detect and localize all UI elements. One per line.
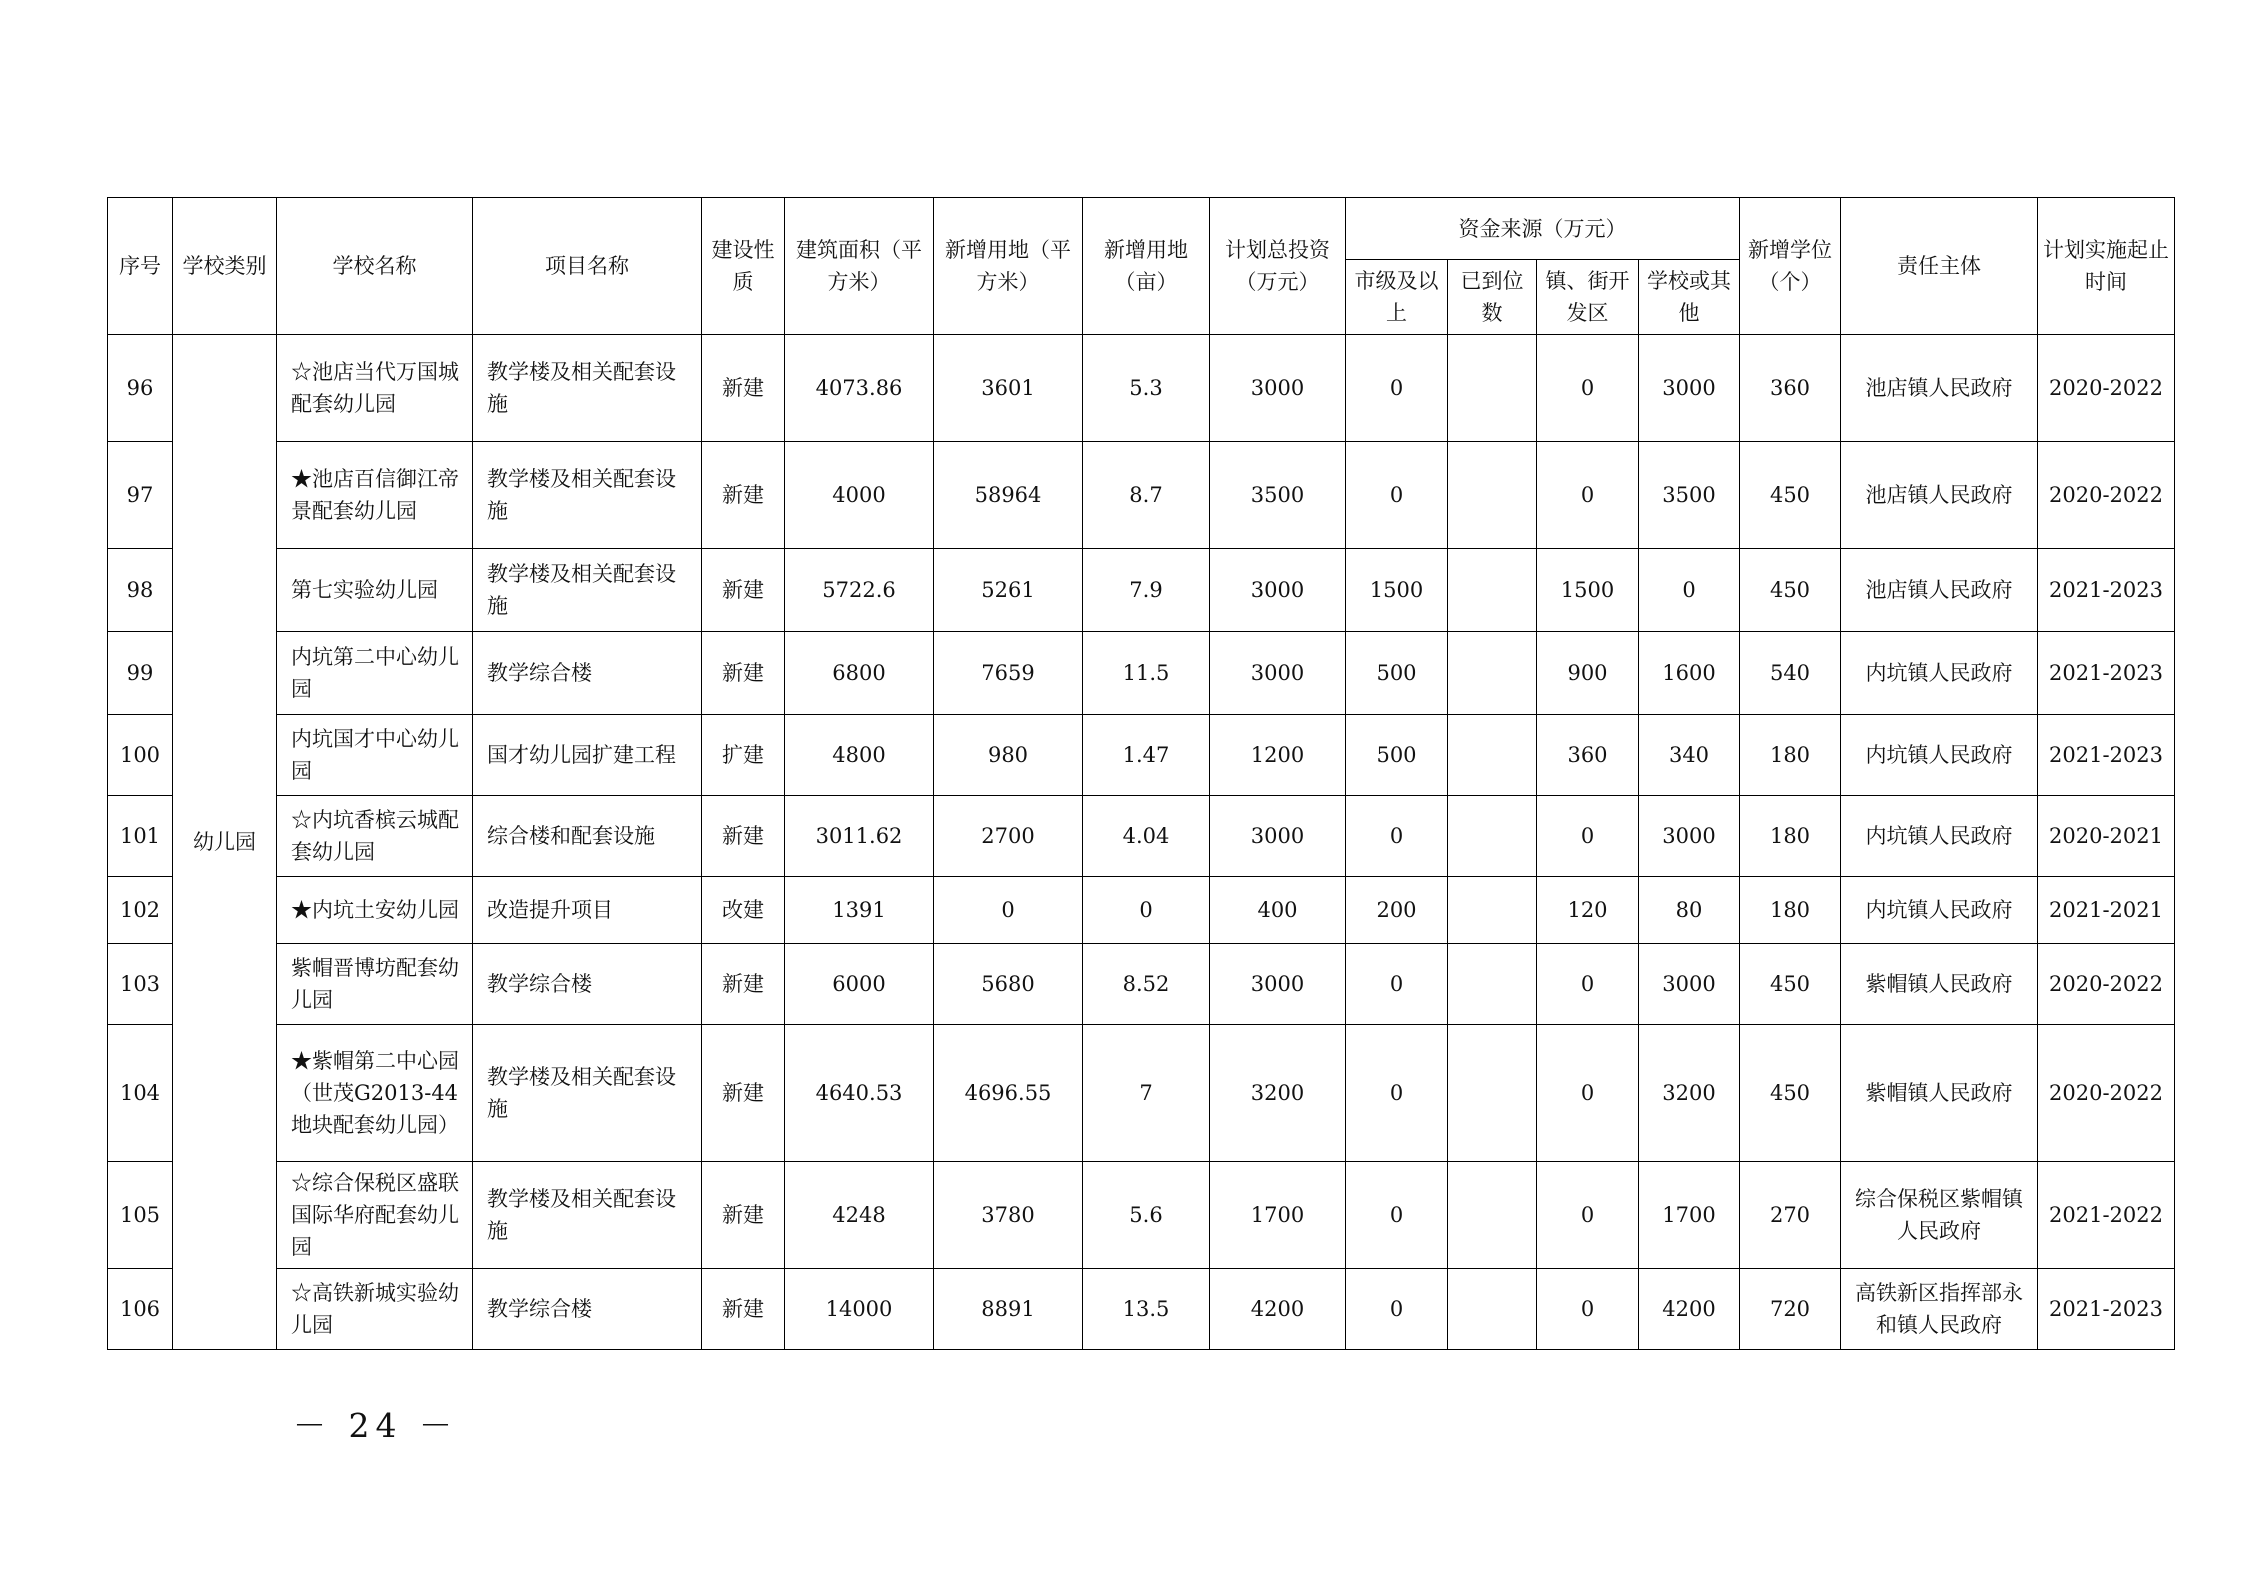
cell-total-invest: 4200 <box>1210 1269 1346 1350</box>
cell-school-name: ★池店百信御江帝景配套幼儿园 <box>277 442 473 549</box>
cell-total-invest: 3500 <box>1210 442 1346 549</box>
cell-build-type: 新建 <box>702 632 785 715</box>
cell-category: 幼儿园 <box>173 335 277 1350</box>
cell-total-invest: 400 <box>1210 877 1346 944</box>
cell-fund-school: 1700 <box>1639 1162 1740 1269</box>
cell-build-type: 新建 <box>702 1269 785 1350</box>
cell-responsible: 内坑镇人民政府 <box>1841 796 2038 877</box>
header-funding-group: 资金来源（万元） <box>1346 198 1740 260</box>
table-row <box>108 632 2175 715</box>
cell-project-name: 教学楼及相关配套设施 <box>473 549 702 632</box>
cell-fund-town: 120 <box>1537 877 1639 944</box>
cell-fund-school: 3000 <box>1639 335 1740 442</box>
cell-fund-received <box>1448 1269 1537 1350</box>
header-project-name: 项目名称 <box>473 198 702 335</box>
cell-total-invest: 1200 <box>1210 715 1346 796</box>
cell-responsible: 内坑镇人民政府 <box>1841 877 2038 944</box>
cell-fund-school: 3200 <box>1639 1025 1740 1162</box>
cell-period: 2021-2022 <box>2038 1162 2175 1269</box>
cell-fund-city: 0 <box>1346 442 1448 549</box>
cell-project-name: 综合楼和配套设施 <box>473 796 702 877</box>
header-responsible: 责任主体 <box>1841 198 2038 335</box>
cell-fund-city: 0 <box>1346 796 1448 877</box>
header-new-seats: 新增学位（个） <box>1740 198 1841 335</box>
header-land-mu: 新增用地（亩） <box>1083 198 1210 335</box>
cell-fund-town: 0 <box>1537 796 1639 877</box>
cell-school-name: 内坑国才中心幼儿园 <box>277 715 473 796</box>
cell-responsible: 紫帽镇人民政府 <box>1841 944 2038 1025</box>
cell-fund-received <box>1448 632 1537 715</box>
cell-project-name: 教学综合楼 <box>473 1269 702 1350</box>
cell-floor-area: 6000 <box>785 944 934 1025</box>
cell-fund-town: 0 <box>1537 1269 1639 1350</box>
table-row <box>108 549 2175 632</box>
header-seq: 序号 <box>108 198 173 335</box>
cell-fund-school: 4200 <box>1639 1269 1740 1350</box>
cell-fund-received <box>1448 1162 1537 1269</box>
header-school-name: 学校名称 <box>277 198 473 335</box>
table-row <box>108 796 2175 877</box>
header-total-invest: 计划总投资（万元） <box>1210 198 1346 335</box>
cell-land-sqm: 4696.55 <box>934 1025 1083 1162</box>
cell-floor-area: 6800 <box>785 632 934 715</box>
cell-floor-area: 4640.53 <box>785 1025 934 1162</box>
cell-land-sqm: 0 <box>934 877 1083 944</box>
cell-fund-school: 3000 <box>1639 944 1740 1025</box>
header-period: 计划实施起止时间 <box>2038 198 2175 335</box>
cell-new-seats: 270 <box>1740 1162 1841 1269</box>
cell-land-sqm: 8891 <box>934 1269 1083 1350</box>
cell-land-sqm: 980 <box>934 715 1083 796</box>
cell-seq: 98 <box>108 549 173 632</box>
cell-responsible: 池店镇人民政府 <box>1841 442 2038 549</box>
cell-project-name: 教学楼及相关配套设施 <box>473 1025 702 1162</box>
school-projects-table <box>107 197 2175 1350</box>
cell-floor-area: 4073.86 <box>785 335 934 442</box>
cell-school-name: ☆高铁新城实验幼儿园 <box>277 1269 473 1350</box>
table-row <box>108 442 2175 549</box>
cell-period: 2021-2023 <box>2038 715 2175 796</box>
cell-fund-town: 0 <box>1537 944 1639 1025</box>
cell-school-name: ★内坑土安幼儿园 <box>277 877 473 944</box>
cell-fund-city: 500 <box>1346 632 1448 715</box>
cell-floor-area: 14000 <box>785 1269 934 1350</box>
cell-responsible: 内坑镇人民政府 <box>1841 715 2038 796</box>
table-row <box>108 1025 2175 1162</box>
cell-floor-area: 5722.6 <box>785 549 934 632</box>
cell-land-mu: 5.6 <box>1083 1162 1210 1269</box>
cell-build-type: 新建 <box>702 549 785 632</box>
cell-fund-town: 900 <box>1537 632 1639 715</box>
cell-school-name: 紫帽晋博坊配套幼儿园 <box>277 944 473 1025</box>
cell-floor-area: 1391 <box>785 877 934 944</box>
cell-school-name: 内坑第二中心幼儿园 <box>277 632 473 715</box>
cell-land-sqm: 3601 <box>934 335 1083 442</box>
cell-fund-city: 0 <box>1346 944 1448 1025</box>
cell-land-mu: 4.04 <box>1083 796 1210 877</box>
cell-fund-city: 0 <box>1346 1162 1448 1269</box>
cell-fund-town: 0 <box>1537 335 1639 442</box>
cell-fund-received <box>1448 549 1537 632</box>
cell-total-invest: 3200 <box>1210 1025 1346 1162</box>
cell-fund-city: 0 <box>1346 1269 1448 1350</box>
cell-period: 2021-2023 <box>2038 632 2175 715</box>
cell-land-sqm: 5680 <box>934 944 1083 1025</box>
cell-new-seats: 360 <box>1740 335 1841 442</box>
cell-build-type: 新建 <box>702 944 785 1025</box>
cell-land-mu: 1.47 <box>1083 715 1210 796</box>
cell-build-type: 新建 <box>702 1025 785 1162</box>
cell-school-name: ☆综合保税区盛联国际华府配套幼儿园 <box>277 1162 473 1269</box>
cell-fund-school: 1600 <box>1639 632 1740 715</box>
header-fund-received: 已到位数 <box>1448 260 1537 335</box>
cell-seq: 105 <box>108 1162 173 1269</box>
cell-fund-town: 1500 <box>1537 549 1639 632</box>
cell-period: 2020-2022 <box>2038 1025 2175 1162</box>
cell-build-type: 新建 <box>702 1162 785 1269</box>
cell-new-seats: 450 <box>1740 549 1841 632</box>
cell-total-invest: 3000 <box>1210 632 1346 715</box>
cell-responsible: 内坑镇人民政府 <box>1841 632 2038 715</box>
cell-seq: 106 <box>108 1269 173 1350</box>
cell-period: 2020-2021 <box>2038 796 2175 877</box>
table-row <box>108 715 2175 796</box>
cell-project-name: 改造提升项目 <box>473 877 702 944</box>
cell-land-mu: 7.9 <box>1083 549 1210 632</box>
cell-build-type: 新建 <box>702 335 785 442</box>
cell-land-mu: 0 <box>1083 877 1210 944</box>
header-fund-city: 市级及以上 <box>1346 260 1448 335</box>
cell-build-type: 新建 <box>702 442 785 549</box>
cell-seq: 100 <box>108 715 173 796</box>
table-row <box>108 335 2175 442</box>
cell-fund-town: 0 <box>1537 1162 1639 1269</box>
header-fund-town: 镇、街开发区 <box>1537 260 1639 335</box>
cell-new-seats: 450 <box>1740 944 1841 1025</box>
table-row <box>108 1162 2175 1269</box>
cell-new-seats: 180 <box>1740 715 1841 796</box>
cell-land-sqm: 2700 <box>934 796 1083 877</box>
cell-total-invest: 3000 <box>1210 944 1346 1025</box>
cell-fund-city: 0 <box>1346 335 1448 442</box>
cell-period: 2020-2022 <box>2038 944 2175 1025</box>
cell-fund-school: 0 <box>1639 549 1740 632</box>
cell-fund-received <box>1448 1025 1537 1162</box>
table-row <box>108 1269 2175 1350</box>
cell-fund-received <box>1448 442 1537 549</box>
cell-period: 2021-2023 <box>2038 549 2175 632</box>
cell-new-seats: 720 <box>1740 1269 1841 1350</box>
cell-land-sqm: 7659 <box>934 632 1083 715</box>
cell-land-mu: 13.5 <box>1083 1269 1210 1350</box>
cell-floor-area: 4000 <box>785 442 934 549</box>
cell-fund-city: 200 <box>1346 877 1448 944</box>
cell-period: 2020-2022 <box>2038 442 2175 549</box>
header-category: 学校类别 <box>173 198 277 335</box>
cell-build-type: 扩建 <box>702 715 785 796</box>
cell-seq: 102 <box>108 877 173 944</box>
cell-fund-received <box>1448 944 1537 1025</box>
cell-responsible: 紫帽镇人民政府 <box>1841 1025 2038 1162</box>
cell-new-seats: 180 <box>1740 796 1841 877</box>
cell-project-name: 教学楼及相关配套设施 <box>473 442 702 549</box>
cell-new-seats: 450 <box>1740 442 1841 549</box>
cell-total-invest: 3000 <box>1210 549 1346 632</box>
cell-responsible: 池店镇人民政府 <box>1841 335 2038 442</box>
cell-fund-school: 3500 <box>1639 442 1740 549</box>
cell-land-sqm: 3780 <box>934 1162 1083 1269</box>
cell-fund-received <box>1448 335 1537 442</box>
cell-new-seats: 540 <box>1740 632 1841 715</box>
cell-period: 2020-2022 <box>2038 335 2175 442</box>
table-row <box>108 877 2175 944</box>
cell-school-name: 第七实验幼儿园 <box>277 549 473 632</box>
cell-responsible: 池店镇人民政府 <box>1841 549 2038 632</box>
cell-fund-city: 0 <box>1346 1025 1448 1162</box>
cell-fund-school: 3000 <box>1639 796 1740 877</box>
header-fund-school: 学校或其他 <box>1639 260 1740 335</box>
cell-build-type: 新建 <box>702 796 785 877</box>
cell-fund-town: 360 <box>1537 715 1639 796</box>
cell-fund-received <box>1448 796 1537 877</box>
cell-land-mu: 11.5 <box>1083 632 1210 715</box>
cell-period: 2021-2023 <box>2038 1269 2175 1350</box>
cell-project-name: 教学楼及相关配套设施 <box>473 335 702 442</box>
cell-floor-area: 4800 <box>785 715 934 796</box>
cell-fund-city: 500 <box>1346 715 1448 796</box>
cell-fund-received <box>1448 877 1537 944</box>
cell-responsible: 高铁新区指挥部永和镇人民政府 <box>1841 1269 2038 1350</box>
cell-total-invest: 3000 <box>1210 796 1346 877</box>
cell-seq: 104 <box>108 1025 173 1162</box>
cell-seq: 96 <box>108 335 173 442</box>
cell-fund-school: 80 <box>1639 877 1740 944</box>
cell-land-mu: 7 <box>1083 1025 1210 1162</box>
cell-fund-town: 0 <box>1537 442 1639 549</box>
header-land-sqm: 新增用地（平方米） <box>934 198 1083 335</box>
cell-land-mu: 8.7 <box>1083 442 1210 549</box>
cell-land-mu: 8.52 <box>1083 944 1210 1025</box>
cell-project-name: 教学楼及相关配套设施 <box>473 1162 702 1269</box>
cell-responsible: 综合保税区紫帽镇人民政府 <box>1841 1162 2038 1269</box>
cell-build-type: 改建 <box>702 877 785 944</box>
cell-new-seats: 180 <box>1740 877 1841 944</box>
cell-floor-area: 4248 <box>785 1162 934 1269</box>
header-build-type: 建设性质 <box>702 198 785 335</box>
cell-school-name: ★紫帽第二中心园（世茂G2013-44地块配套幼儿园） <box>277 1025 473 1162</box>
table-row <box>108 944 2175 1025</box>
table-body <box>108 335 2175 1350</box>
page-number: － 24 － <box>293 1406 458 1445</box>
cell-fund-town: 0 <box>1537 1025 1639 1162</box>
cell-new-seats: 450 <box>1740 1025 1841 1162</box>
cell-period: 2021-2021 <box>2038 877 2175 944</box>
cell-project-name: 教学综合楼 <box>473 944 702 1025</box>
header-floor-area: 建筑面积（平方米） <box>785 198 934 335</box>
cell-seq: 99 <box>108 632 173 715</box>
cell-fund-school: 340 <box>1639 715 1740 796</box>
cell-land-sqm: 58964 <box>934 442 1083 549</box>
cell-seq: 101 <box>108 796 173 877</box>
cell-floor-area: 3011.62 <box>785 796 934 877</box>
cell-school-name: ☆池店当代万国城配套幼儿园 <box>277 335 473 442</box>
table-header <box>108 198 2175 335</box>
cell-project-name: 国才幼儿园扩建工程 <box>473 715 702 796</box>
cell-fund-received <box>1448 715 1537 796</box>
cell-total-invest: 3000 <box>1210 335 1346 442</box>
cell-land-sqm: 5261 <box>934 549 1083 632</box>
cell-fund-city: 1500 <box>1346 549 1448 632</box>
cell-seq: 97 <box>108 442 173 549</box>
cell-land-mu: 5.3 <box>1083 335 1210 442</box>
cell-school-name: ☆内坑香槟云城配套幼儿园 <box>277 796 473 877</box>
cell-project-name: 教学综合楼 <box>473 632 702 715</box>
cell-seq: 103 <box>108 944 173 1025</box>
cell-total-invest: 1700 <box>1210 1162 1346 1269</box>
